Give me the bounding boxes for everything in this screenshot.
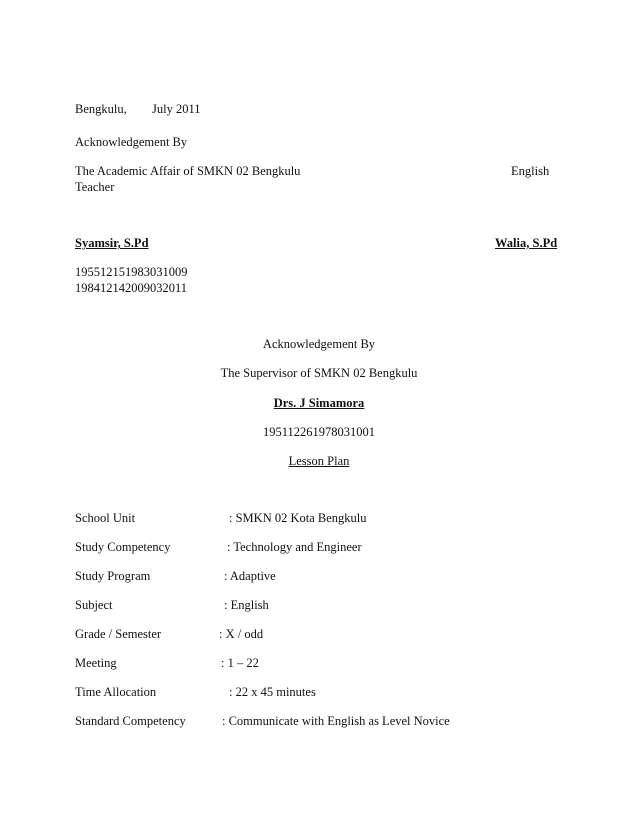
supervisor-title: The Supervisor of SMKN 02 Bengkulu xyxy=(220,366,418,380)
detail-value-school-unit: : SMKN 02 Kota Bengkulu xyxy=(229,511,367,525)
supervisor-name-text: Drs. J Simamora xyxy=(273,396,365,410)
detail-label-study-program: Study Program xyxy=(75,569,151,583)
detail-label-time-allocation: Time Allocation xyxy=(75,685,157,699)
english-teacher-name: Walia, S.Pd xyxy=(495,236,558,250)
english-teacher-title-line1: English xyxy=(511,164,550,178)
detail-value-study-competency: : Technology and Engineer xyxy=(227,540,362,554)
academic-affair-title: The Academic Affair of SMKN 02 Bengkulu xyxy=(75,164,301,178)
detail-value-study-program: : Adaptive xyxy=(224,569,276,583)
academic-affair-nip: 195512151983031009 xyxy=(75,265,188,279)
supervisor-name xyxy=(0,396,638,411)
english-teacher-title-line2: Teacher xyxy=(75,180,115,194)
supervisor-acknowledgement-label: Acknowledgement By xyxy=(262,337,376,351)
header-date: July 2011 xyxy=(152,102,201,116)
detail-label-study-competency: Study Competency xyxy=(75,540,171,554)
detail-label-subject: Subject xyxy=(75,598,113,612)
detail-label-meeting: Meeting xyxy=(75,656,117,670)
detail-label-standard-competency: Standard Competency xyxy=(75,714,186,728)
academic-affair-name: Syamsir, S.Pd xyxy=(75,236,149,250)
supervisor-nip: 195112261978031001 xyxy=(262,425,376,439)
detail-value-standard-competency: : Communicate with English as Level Novice xyxy=(222,714,450,728)
lesson-plan-title xyxy=(0,454,638,469)
lesson-plan-title-text: Lesson Plan xyxy=(288,454,350,468)
detail-label-grade-semester: Grade / Semester xyxy=(75,627,162,641)
english-teacher-nip: 198412142009032011 xyxy=(75,281,188,295)
detail-value-grade-semester: : X / odd xyxy=(219,627,264,641)
detail-label-school-unit: School Unit xyxy=(75,511,136,525)
detail-value-time-allocation: : 22 x 45 minutes xyxy=(229,685,316,699)
header-place: Bengkulu, xyxy=(75,102,127,116)
detail-value-meeting: : 1 – 22 xyxy=(221,656,259,670)
acknowledgement-label: Acknowledgement By xyxy=(75,135,188,149)
detail-value-subject: : English xyxy=(224,598,269,612)
